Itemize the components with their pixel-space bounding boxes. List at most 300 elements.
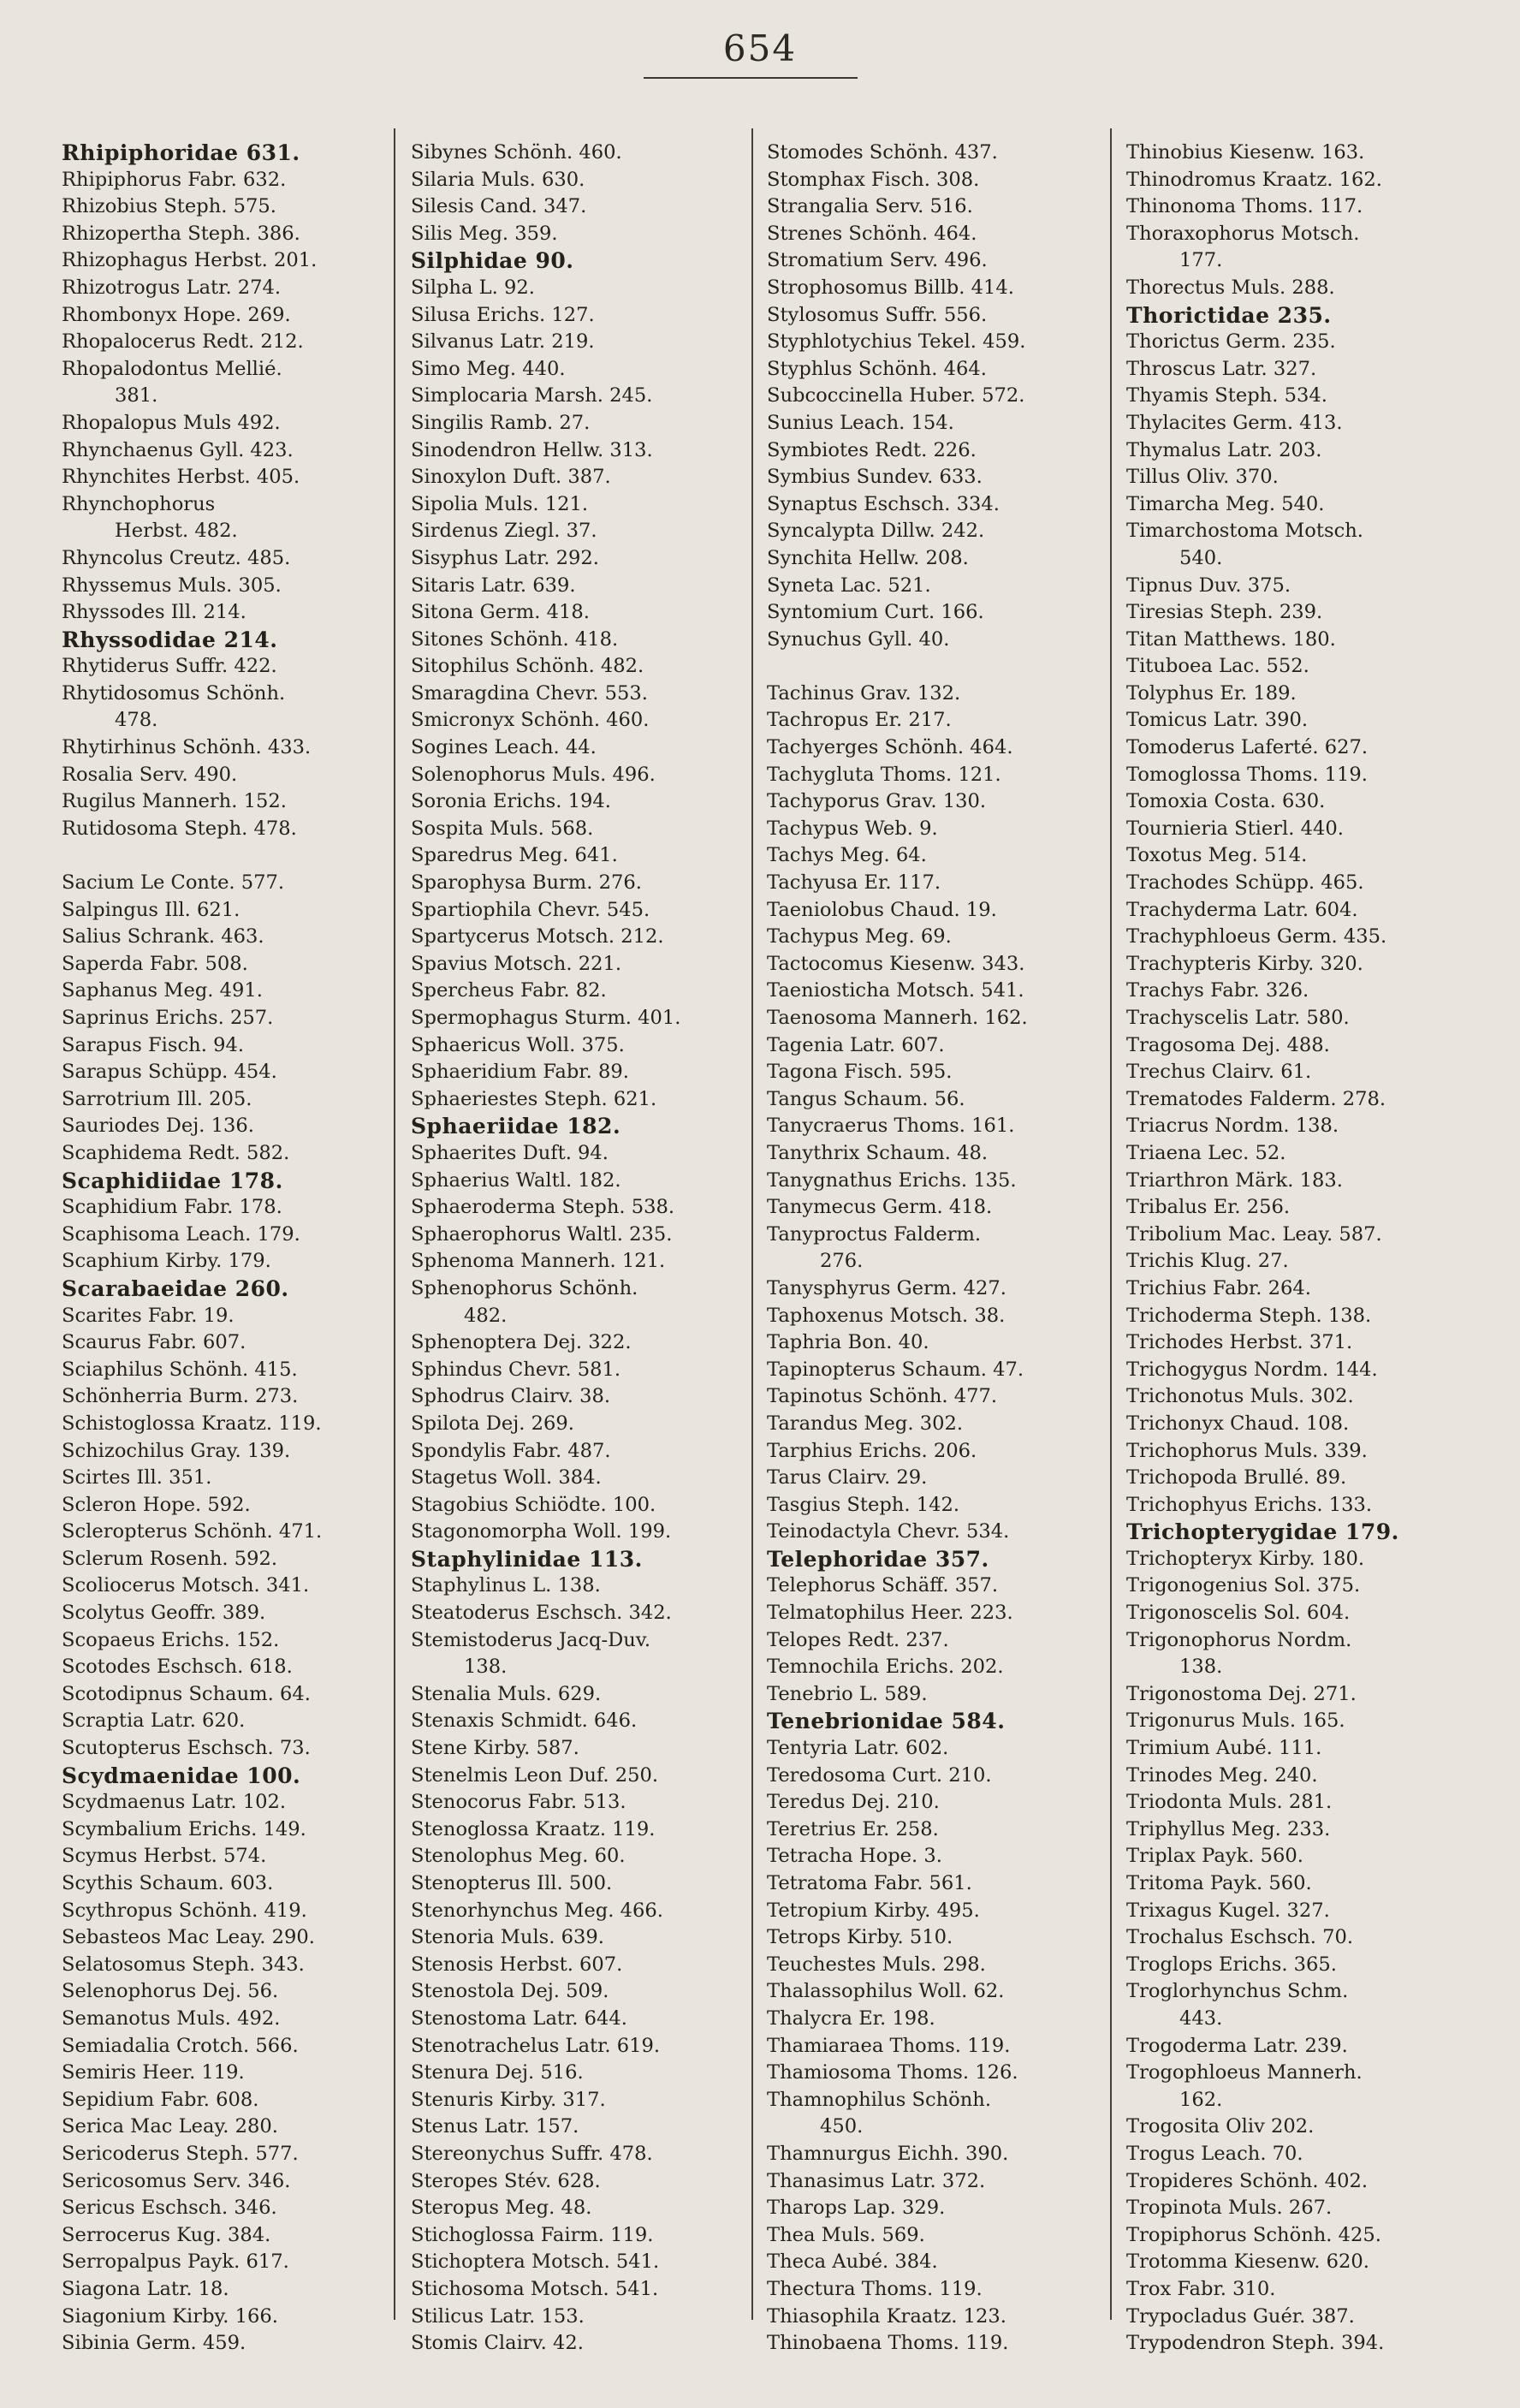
index-entry: Tanythrix Schaum. 48. [767, 1141, 989, 1164]
index-entry: Stomodes Schönh. 437. [767, 141, 998, 164]
index-entry: Tanysphyrus Germ. 427. [767, 1276, 1006, 1299]
index-entry: Scaphidium Fabr. 178. [62, 1196, 282, 1219]
index-entry: Spilota Dej. 269. [411, 1412, 574, 1435]
index-entry: Thylacites Germ. 413. [1126, 411, 1343, 434]
index-entry: Tachinus Grav. 132. [767, 681, 961, 705]
index-column-3 [767, 140, 1109, 2399]
index-entry: Triodonta Muls. 281. [1126, 1791, 1333, 1814]
index-entry: Stenostola Dej. 509. [411, 1980, 609, 2003]
entry-continuation: 162. [1179, 2088, 1223, 2111]
index-entry: Rhizotrogus Latr. 274. [62, 276, 282, 299]
index-entry: Sitaris Latr. 639. [411, 574, 576, 597]
index-entry: Tachropus Er. 217. [767, 709, 952, 732]
index-entry: Tachyporus Grav. 130. [767, 790, 987, 813]
index-entry: Syntomium Curt. 166. [767, 601, 984, 624]
index-entry: Sarapus Schüpp. 454. [62, 1061, 277, 1084]
index-entry: Stenoglossa Kraatz. 119. [411, 1817, 656, 1840]
index-entry: Sebasteos Mac Leay. 290. [62, 1926, 315, 1949]
index-entry: Saperda Fabr. 508. [62, 952, 248, 975]
index-entry: Stenoria Muls. 639. [411, 1926, 604, 1949]
index-entry: Semanotus Muls. 492. [62, 2007, 281, 2030]
index-entry: Schönherria Burm. 273. [62, 1385, 299, 1408]
index-entry: Strenes Schönh. 464. [767, 222, 977, 245]
family-heading: Sphaeriidae 182. [411, 1114, 621, 1139]
index-entry: Trypodendron Steph. 394. [1126, 2332, 1385, 2355]
family-heading: Scarabaeidae 260. [62, 1275, 289, 1301]
index-entry: Tarphius Erichs. 206. [767, 1439, 977, 1462]
index-entry: Telmatophilus Heer. 223. [767, 1602, 1013, 1625]
index-entry: Triaena Lec. 52. [1126, 1141, 1286, 1164]
index-entry: Siagona Latr. 18. [62, 2277, 229, 2300]
index-entry: Tropideres Schönh. 402. [1126, 2169, 1369, 2192]
index-entry: Thanasimus Latr. 372. [767, 2169, 986, 2192]
index-entry: Tachygluta Thoms. 121. [767, 763, 1001, 786]
index-entry: Rhopalopus Muls 492. [62, 411, 281, 434]
index-entry: Sarrotrium Ill. 205. [62, 1087, 252, 1110]
index-entry: Sphodrus Clairv. 38. [411, 1385, 611, 1408]
index-entry: Trigonurus Muls. 165. [1126, 1709, 1345, 1733]
index-entry: Saphanus Meg. 491. [62, 979, 263, 1002]
index-entry: Steropus Meg. 48. [411, 2197, 592, 2220]
index-entry: Rhynchophorus [62, 492, 216, 515]
family-heading: Silphidae 90. [411, 248, 574, 274]
index-entry: Spartiophila Chevr. 545. [411, 898, 650, 921]
index-entry: Serrocerus Kug. 384. [62, 2223, 271, 2246]
index-entry: Tharops Lap. 329. [767, 2197, 946, 2220]
index-entry: Sipolia Muls. 121. [411, 492, 589, 515]
index-entry: Schizochilus Gray. 139. [62, 1439, 291, 1462]
index-entry: Thymalus Latr. 203. [1126, 438, 1322, 461]
index-entry: Tillus Oliv. 370. [1126, 466, 1279, 489]
index-entry: Trachys Fabr. 326. [1126, 979, 1309, 1002]
index-entry: Thectura Thoms. 119. [767, 2277, 983, 2300]
index-entry: Sphaericus Woll. 375. [411, 1033, 625, 1056]
index-entry: Tanyproctus Falderm. [767, 1222, 982, 1246]
index-entry: Thamiaraea Thoms. 119. [767, 2034, 1011, 2057]
index-entry: Tanygnathus Erichs. 135. [767, 1168, 1017, 1192]
index-entry: Rhynchaenus Gyll. 423. [62, 438, 294, 461]
index-entry: Scaphidema Redt. 582. [62, 1141, 290, 1164]
index-entry: Trigonoscelis Sol. 604. [1126, 1602, 1351, 1625]
index-entry: Rosalia Serv. 490. [62, 763, 238, 786]
index-entry: Trogus Leach. 70. [1126, 2142, 1303, 2165]
family-heading: Scydmaenidae 100. [62, 1763, 301, 1788]
index-entry: Scutopterus Eschsch. 73. [62, 1737, 311, 1760]
index-entry: Silaria Muls. 630. [411, 168, 585, 191]
index-entry: Trochalus Eschsch. 70. [1126, 1926, 1354, 1949]
index-entry: Salius Schrank. 463. [62, 925, 264, 948]
index-entry: Tomicus Latr. 390. [1126, 709, 1309, 732]
index-entry: Spondylis Fabr. 487. [411, 1439, 611, 1462]
index-entry: Tritoma Payk. 560. [1126, 1872, 1312, 1894]
index-entry: Steatoderus Eschsch. 342. [411, 1602, 672, 1625]
index-entry: Sparedrus Meg. 641. [411, 844, 618, 867]
entry-continuation: 138. [1179, 1656, 1223, 1679]
entry-continuation: 443. [1179, 2007, 1223, 2030]
index-entry: Trox Fabr. 310. [1126, 2277, 1276, 2300]
index-entry: Scirtes Ill. 351. [62, 1466, 212, 1489]
index-entry: Sphaerius Waltl. 182. [411, 1168, 621, 1192]
index-entry: Scaphium Kirby. 179. [62, 1250, 271, 1273]
index-entry: Teuchestes Muls. 298. [767, 1953, 986, 1976]
index-entry: Trachyscelis Latr. 580. [1126, 1007, 1350, 1029]
index-entry: Sibynes Schönh. 460. [411, 141, 622, 164]
index-entry: Theca Aubé. 384. [767, 2250, 938, 2274]
index-entry: Trogoderma Latr. 239. [1126, 2034, 1348, 2057]
index-entry: Tasgius Steph. 142. [767, 1493, 960, 1516]
index-entry: Styphlus Schönh. 464. [767, 357, 987, 380]
index-entry: Subcoccinella Huber. 572. [767, 384, 1025, 407]
index-entry: Selatosomus Steph. 343. [62, 1953, 305, 1976]
index-entry: Staphylinus L. 138. [411, 1574, 601, 1597]
index-entry: Scymbalium Erichs. 149. [62, 1817, 306, 1840]
index-entry: Sarapus Fisch. 94. [62, 1033, 245, 1056]
index-entry: Stenosis Herbst. 607. [411, 1953, 623, 1976]
index-entry: Taphria Bon. 40. [767, 1331, 929, 1354]
index-entry: Tachypus Meg. 69. [767, 925, 952, 948]
index-entry: Silvanus Latr. 219. [411, 330, 595, 354]
index-entry: Sclerum Rosenh. 592. [62, 1547, 278, 1570]
index-entry: Scaurus Fabr. 607. [62, 1331, 246, 1354]
index-entry: Synchita Hellw. 208. [767, 546, 969, 569]
index-entry: Stromatium Serv. 496. [767, 249, 988, 272]
index-column-1 [62, 140, 385, 2399]
index-entry: Trichophyus Erichs. 133. [1126, 1493, 1373, 1516]
index-entry: Tituboea Lac. 552. [1126, 655, 1309, 678]
index-entry: Trichodes Herbst. 371. [1126, 1331, 1353, 1354]
index-entry: Stenura Dej. 516. [411, 2061, 584, 2084]
index-entry: Trypocladus Guér. 387. [1126, 2304, 1355, 2328]
index-entry: Tapinopterus Schaum. 47. [767, 1358, 1024, 1381]
index-entry: Tiresias Steph. 239. [1126, 601, 1323, 624]
index-entry: Trichopteryx Kirby. 180. [1126, 1547, 1365, 1570]
index-entry: Sphaeridium Fabr. 89. [411, 1061, 629, 1084]
index-entry: Throscus Latr. 327. [1126, 357, 1317, 380]
index-entry: Stagobius Schiödte. 100. [411, 1493, 656, 1516]
index-entry: Stilicus Latr. 153. [411, 2304, 585, 2328]
index-entry: Rhopalocerus Redt. 212. [62, 330, 304, 354]
index-entry: Scleron Hope. 592. [62, 1493, 251, 1516]
index-entry: Rhyncolus Creutz. 485. [62, 546, 291, 569]
index-entry: Trichonotus Muls. 302. [1126, 1385, 1354, 1408]
index-entry: Trotomma Kiesenw. 620. [1126, 2250, 1369, 2274]
index-entry: Rhytiderus Suffr. 422. [62, 655, 277, 678]
index-entry: Silpha L. 92. [411, 276, 535, 299]
index-entry: Trichopoda Brullé. 89. [1126, 1466, 1347, 1489]
index-entry: Stichosoma Motsch. 541. [411, 2277, 659, 2300]
index-entry: Sphenoptera Dej. 322. [411, 1331, 632, 1354]
index-entry: Triplax Payk. 560. [1126, 1845, 1303, 1868]
index-entry: Sunius Leach. 154. [767, 411, 954, 434]
index-entry: Symbius Sundev. 633. [767, 466, 983, 489]
index-entry: Trachypteris Kirby. 320. [1126, 952, 1363, 975]
index-entry: Sphaeriestes Steph. 621. [411, 1087, 657, 1110]
index-entry: Spercheus Fabr. 82. [411, 979, 607, 1002]
index-entry: Stagonomorpha Woll. 199. [411, 1520, 672, 1543]
index-entry: Taenosoma Mannerh. 162. [767, 1007, 1028, 1029]
index-entry: Scleropterus Schönh. 471. [62, 1520, 323, 1543]
index-entry: Tangus Schaum. 56. [767, 1087, 965, 1110]
index-entry: Stagetus Woll. 384. [411, 1466, 602, 1489]
index-entry: Sirdenus Ziegl. 37. [411, 520, 597, 543]
index-entry: Triphyllus Meg. 233. [1126, 1817, 1331, 1840]
index-entry: Taeniolobus Chaud. 19. [767, 898, 997, 921]
index-entry: Trichogygus Nordm. 144. [1126, 1358, 1378, 1381]
index-entry: Rhombonyx Hope. 269. [62, 303, 291, 326]
index-entry: Triacrus Nordm. 138. [1126, 1115, 1339, 1138]
index-entry: Stemistoderus Jacq-Duv. [411, 1628, 651, 1651]
index-entry: Tanymecus Germ. 418. [767, 1196, 993, 1219]
index-entry: Scotodipnus Schaum. 64. [62, 1682, 311, 1705]
index-entry: Tagenia Latr. 607. [767, 1033, 945, 1056]
index-entry: Sericoderus Steph. 577. [62, 2142, 299, 2165]
index-entry: Steropes Stév. 628. [411, 2169, 601, 2192]
index-entry: Tachyusa Er. 117. [767, 871, 941, 895]
index-entry: Thea Muls. 569. [767, 2223, 925, 2246]
index-entry: Sisyphus Latr. 292. [411, 546, 599, 569]
index-entry: Tribolium Mac. Leay. 587. [1126, 1222, 1382, 1246]
index-entry: Sinoxylon Duft. 387. [411, 466, 611, 489]
index-entry: Stenolophus Meg. 60. [411, 1845, 626, 1868]
index-entry: Silusa Erichs. 127. [411, 303, 595, 326]
index-entry: Rutidosoma Steph. 478. [62, 817, 297, 840]
index-entry: Troglops Erichs. 365. [1126, 1953, 1337, 1976]
index-entry: Sparophysa Burm. 276. [411, 871, 642, 895]
index-entry: Teinodactyla Chevr. 534. [767, 1520, 1010, 1543]
index-entry: Sphenophorus Schönh. [411, 1276, 638, 1299]
index-entry: Stenaxis Schmidt. 646. [411, 1709, 638, 1733]
index-entry: Strophosomus Billb. 414. [767, 276, 1014, 299]
index-entry: Tarandus Meg. 302. [767, 1412, 964, 1435]
index-entry: Soronia Erichs. 194. [411, 790, 611, 813]
index-entry: Trichonyx Chaud. 108. [1126, 1412, 1350, 1435]
index-entry: Rhizobius Steph. 575. [62, 195, 276, 218]
family-heading: Telephoridae 357. [767, 1546, 989, 1572]
index-entry: Temnochila Erichs. 202. [767, 1656, 1004, 1679]
index-entry: Stenotrachelus Latr. 619. [411, 2034, 661, 2057]
index-entry: Trimium Aubé. 111. [1126, 1737, 1322, 1760]
index-entry: Thamiosoma Thoms. 126. [767, 2061, 1018, 2084]
index-entry: Spartycerus Motsch. 212. [411, 925, 664, 948]
index-entry: Sibinia Germ. 459. [62, 2332, 246, 2355]
index-entry: Stichoglossa Fairm. 119. [411, 2223, 654, 2246]
index-entry: Smicronyx Schönh. 460. [411, 709, 650, 732]
index-entry: Timarchostoma Motsch. [1126, 520, 1363, 543]
index-entry: Thyamis Steph. 534. [1126, 384, 1327, 407]
index-entry: Trigonogenius Sol. 375. [1126, 1574, 1361, 1597]
index-entry: Silis Meg. 359. [411, 222, 558, 245]
index-entry: Sphenoma Mannerh. 121. [411, 1250, 666, 1273]
index-entry: Synaptus Eschsch. 334. [767, 492, 1000, 515]
index-entry: Tetrops Kirby. 510. [767, 1926, 953, 1949]
family-heading: Scaphidiidae 178. [62, 1168, 283, 1193]
index-entry: Trachyphloeus Germ. 435. [1126, 925, 1387, 948]
index-entry: Syneta Lac. 521. [767, 574, 931, 597]
header-rule [644, 77, 858, 79]
index-entry: Semiris Heer. 119. [62, 2061, 245, 2084]
index-entry: Thinobius Kiesenw. 163. [1126, 141, 1365, 164]
index-entry: Tragosoma Dej. 488. [1126, 1033, 1330, 1056]
index-entry: Rhipiphorus Fabr. 632. [62, 168, 287, 191]
index-entry: Tachypus Web. 9. [767, 817, 938, 840]
index-entry: Serropalpus Payk. 617. [62, 2250, 289, 2274]
index-entry: Teredus Dej. 210. [767, 1791, 940, 1814]
index-entry: Styphlotychius Tekel. 459. [767, 330, 1026, 354]
index-entry: Stichoptera Motsch. 541. [411, 2250, 660, 2274]
family-heading: Trichopterygidae 179. [1126, 1519, 1399, 1545]
index-entry: Scolytus Geoffr. 389. [62, 1602, 266, 1625]
family-heading: Rhipiphoridae 631. [62, 140, 300, 165]
index-entry: Stene Kirby. 587. [411, 1737, 579, 1760]
index-entry: Tenebrio L. 589. [767, 1682, 928, 1705]
index-entry: Sospita Muls. 568. [411, 817, 594, 840]
index-entry: Rhytidosomus Schönh. [62, 681, 286, 705]
entry-continuation: 450. [820, 2115, 864, 2138]
index-entry: Semiadalia Crotch. 566. [62, 2034, 299, 2057]
entry-continuation: 478. [115, 709, 158, 732]
index-entry: Trichis Klug. 27. [1126, 1250, 1289, 1273]
index-entry: Telopes Redt. 237. [767, 1628, 949, 1651]
index-entry: Trachodes Schüpp. 465. [1126, 871, 1364, 895]
index-entry: Tribalus Er. 256. [1126, 1196, 1291, 1219]
index-entry: Scarites Fabr. 19. [62, 1304, 235, 1327]
index-entry: Rugilus Mannerh. 152. [62, 790, 287, 813]
index-entry: Stenalia Muls. 629. [411, 1682, 602, 1705]
index-entry: Saprinus Erichs. 257. [62, 1007, 274, 1029]
index-entry: Stenocorus Fabr. 513. [411, 1791, 626, 1814]
index-entry: Thorectus Muls. 288. [1126, 276, 1335, 299]
index-entry: Tomoderus Laferté. 627. [1126, 736, 1369, 759]
index-entry: Sinodendron Hellw. 313. [411, 438, 653, 461]
page-number: 654 [722, 27, 798, 69]
index-entry: Tapinotus Schönh. 477. [767, 1385, 998, 1408]
family-heading: Rhyssodidae 214. [62, 627, 278, 652]
index-entry: Thorictus Germ. 235. [1126, 330, 1336, 354]
index-entry: Tactocomus Kiesenw. 343. [767, 952, 1025, 975]
index-entry: Tachyerges Schönh. 464. [767, 736, 1013, 759]
section-gap [767, 653, 1109, 681]
index-entry: Scythropus Schönh. 419. [62, 1899, 307, 1922]
entry-continuation: 482. [464, 1304, 508, 1327]
index-entry: Rhizophagus Herbst. 201. [62, 249, 318, 272]
index-entry: Stenuris Kirby. 317. [411, 2088, 606, 2111]
index-entry: Thamnurgus Eichh. 390. [767, 2142, 1009, 2165]
index-entry: Tournieria Stierl. 440. [1126, 817, 1344, 840]
index-entry: Tetracha Hope. 3. [767, 1845, 942, 1868]
index-entry: Selenophorus Dej. 56. [62, 1980, 279, 2003]
index-entry: Toxotus Meg. 514. [1126, 844, 1308, 867]
index-entry: Stenorhynchus Meg. 466. [411, 1899, 663, 1922]
index-entry: Trachyderma Latr. 604. [1126, 898, 1358, 921]
index-entry: Sitona Germ. 418. [411, 601, 590, 624]
index-entry: Tropinota Muls. 267. [1126, 2197, 1333, 2220]
index-entry: Sphaerites Duft. 94. [411, 1141, 609, 1164]
column-divider [751, 128, 753, 2320]
family-heading: Staphylinidae 113. [411, 1546, 643, 1572]
index-entry: Tomoglossa Thoms. 119. [1126, 763, 1368, 786]
index-entry: Triarthron Märk. 183. [1126, 1168, 1343, 1192]
index-entry: Trigonophorus Nordm. [1126, 1628, 1352, 1651]
index-entry: Sericus Eschsch. 346. [62, 2197, 277, 2220]
index-entry: Syncalypta Dillw. 242. [767, 520, 985, 543]
index-entry: Rhizopertha Steph. 386. [62, 222, 300, 245]
index-entry: Sphindus Chevr. 581. [411, 1358, 621, 1381]
index-entry: Tomoxia Costa. 630. [1126, 790, 1326, 813]
index-entry: Thinodromus Kraatz. 162. [1126, 168, 1382, 191]
index-entry: Spavius Motsch. 221. [411, 952, 622, 975]
index-entry: Sogines Leach. 44. [411, 736, 597, 759]
index-entry: Sauriodes Dej. 136. [62, 1115, 254, 1138]
index-entry: Tentyria Latr. 602. [767, 1737, 949, 1760]
index-column-4 [1126, 140, 1508, 2399]
index-entry: Stenostoma Latr. 644. [411, 2007, 627, 2030]
index-entry: Trigonostoma Dej. 271. [1126, 1682, 1357, 1705]
index-entry: Rhynchites Herbst. 405. [62, 466, 300, 489]
entry-continuation: 177. [1179, 249, 1223, 272]
index-entry: Thamnophilus Schönh. [767, 2088, 992, 2111]
index-entry: Teredosoma Curt. 210. [767, 1763, 992, 1787]
index-entry: Tolyphus Er. 189. [1126, 681, 1297, 705]
index-entry: Solenophorus Muls. 496. [411, 763, 656, 786]
index-entry: Trixagus Kugel. 327. [1126, 1899, 1330, 1922]
index-entry: Tropiphorus Schönh. 425. [1126, 2223, 1381, 2246]
index-entry: Thoraxophorus Motsch. [1126, 222, 1360, 245]
entry-continuation: 540. [1179, 546, 1223, 569]
index-entry: Telephorus Schäff. 357. [767, 1574, 999, 1597]
index-entry: Sericosomus Serv. 346. [62, 2169, 291, 2192]
index-entry: Trogophloeus Mannerh. [1126, 2061, 1363, 2084]
index-entry: Scaphisoma Leach. 179. [62, 1222, 300, 1246]
entry-continuation: Herbst. 482. [115, 520, 238, 543]
index-entry: Scythis Schaum. 603. [62, 1872, 274, 1894]
index-entry: Trichoderma Steph. 138. [1126, 1304, 1372, 1327]
index-entry: Rhyssemus Muls. 305. [62, 574, 282, 597]
index-entry: Thalassophilus Woll. 62. [767, 1980, 1005, 2003]
index-entry: Rhytirhinus Schönh. 433. [62, 736, 312, 759]
index-entry: Rhopalodontus Mellié. [62, 357, 282, 380]
index-entry: Scraptia Latr. 620. [62, 1709, 246, 1733]
index-entry: Tachys Meg. 64. [767, 844, 927, 867]
index-entry: Trinodes Meg. 240. [1126, 1763, 1318, 1787]
index-entry: Stomis Clairv. 42. [411, 2332, 584, 2355]
entry-continuation: 138. [464, 1656, 508, 1679]
index-entry: Rhyssodes Ill. 214. [62, 601, 246, 624]
index-entry: Thalycra Er. 198. [767, 2007, 935, 2030]
index-entry: Tetropium Kirby. 495. [767, 1899, 980, 1922]
index-entry: Trechus Clairv. 61. [1126, 1061, 1312, 1084]
index-entry: Scoliocerus Motsch. 341. [62, 1574, 310, 1597]
index-entry: Thiasophila Kraatz. 123. [767, 2304, 1006, 2328]
index-entry: Simo Meg. 440. [411, 357, 566, 380]
index-entry: Synuchus Gyll. 40. [767, 627, 950, 651]
index-entry: Sacium Le Conte. 577. [62, 871, 285, 895]
index-entry: Tipnus Duv. 375. [1126, 574, 1291, 597]
index-entry: Stenus Latr. 157. [411, 2115, 579, 2138]
index-entry: Stenelmis Leon Duf. 250. [411, 1763, 659, 1787]
index-entry: Thinonoma Thoms. 117. [1126, 195, 1363, 218]
index-entry: Sphaeroderma Steph. 538. [411, 1196, 675, 1219]
index-entry: Stylosomus Suffr. 556. [767, 303, 988, 326]
index-entry: Spermophagus Sturm. 401. [411, 1007, 681, 1029]
index-entry: Sitones Schönh. 418. [411, 627, 619, 651]
index-entry: Tagona Fisch. 595. [767, 1061, 953, 1084]
index-entry: Taeniosticha Motsch. 541. [767, 979, 1024, 1002]
index-entry: Thinobaena Thoms. 119. [767, 2332, 1009, 2355]
index-entry: Taphoxenus Motsch. 38. [767, 1304, 1006, 1327]
section-gap [62, 842, 385, 870]
index-entry: Scopaeus Erichs. 152. [62, 1628, 280, 1651]
index-entry: Teretrius Er. 258. [767, 1817, 939, 1840]
